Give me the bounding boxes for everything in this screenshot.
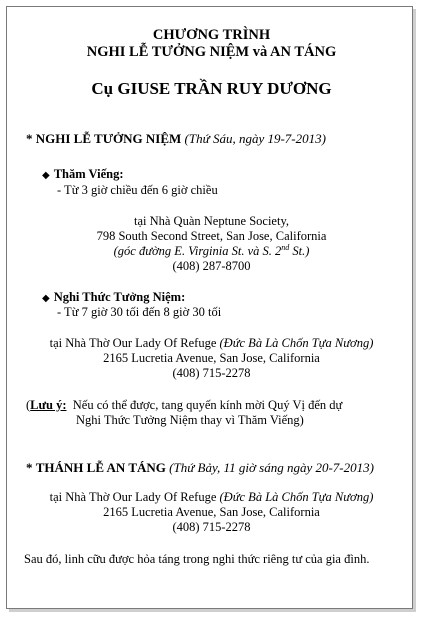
memorial-date: (Thứ Sáu, ngày 19-7-2013) [184,131,326,146]
funeral-venue-name: tại Nhà Thờ Our Lady Of Refuge [49,490,217,504]
note-line-2: Nghi Thức Tưởng Niệm thay vì Thăm Viếng) [76,413,304,427]
funeral-section-heading [26,460,374,475]
ceremony-title: Nghi Thức Tưởng Niệm: [53,290,186,304]
funeral-title: THÁNH LỄ AN TÁNG [35,460,166,475]
deceased-name: Cụ GIUSE TRẦN RUY DƯƠNG [91,79,332,98]
funeral-venue-vn: (Đức Bà Là Chốn Tựa Nương) [219,490,374,504]
note-text-1: Nếu có thể được, tang quyến kính mời Quý Vị đến dự [72,398,343,412]
ceremony-phone: (408) 715-2278 [172,366,251,380]
visitation-heading [42,167,124,183]
ceremony-time: - Từ 7 giờ 30 tối đến 8 giờ 30 tối [57,305,222,319]
ceremony-venue [0,336,423,351]
visitation-venue: tại Nhà Quàn Neptune Society, [133,214,290,228]
memorial-bullet: * [26,131,33,146]
visitation-phone: (408) 287-8700 [172,259,251,273]
ceremony-heading [42,290,185,306]
page-shadow-bottom [9,609,416,612]
visitation-address: 798 South Second Street, San Jose, California [96,229,327,243]
note-line-1: (Lưu ý: Nếu có thể được, tang quyến kính mời Quý Vị đến dự [26,398,343,412]
funeral-venue [0,490,423,505]
visitation-time: - Từ 3 giờ chiều đến 6 giờ chiều [57,183,218,197]
funeral-phone: (408) 715-2278 [172,520,251,534]
ceremony-address: 2165 Lucretia Avenue, San Jose, California [103,351,320,365]
diamond-bullet-icon: ◆ [42,170,50,181]
closing-note: Sau đó, linh cữu được hỏa táng trong nghi thức riêng tư của gia đình. [24,552,370,566]
diamond-bullet-icon: ◆ [42,293,50,304]
program-subheading: NGHI LỄ TƯỞNG NIỆM và AN TÁNG [86,44,337,60]
cross-street-ordinal: nd [281,242,290,252]
memorial-title: NGHI LỄ TƯỞNG NIỆM [35,131,182,146]
funeral-address: 2165 Lucretia Avenue, San Jose, California [103,505,320,519]
program-heading: CHƯƠNG TRÌNH [152,27,271,43]
visitation-cross-street [0,244,423,259]
ceremony-venue-vn: (Đức Bà Là Chốn Tựa Nương) [219,336,374,350]
cross-street-suffix: St.) [289,244,310,258]
memorial-section-heading [26,131,326,146]
ceremony-venue-name: tại Nhà Thờ Our Lady Of Refuge [49,336,217,350]
funeral-date: (Thứ Bảy, 11 giờ sáng ngày 20-7-2013) [169,460,374,475]
note-label: Lưu ý: [30,398,67,412]
cross-street-prefix: (góc đường E. Virginia St. và S. 2 [113,244,282,258]
funeral-bullet: * [26,460,33,475]
visitation-title: Thăm Viếng: [53,167,124,181]
